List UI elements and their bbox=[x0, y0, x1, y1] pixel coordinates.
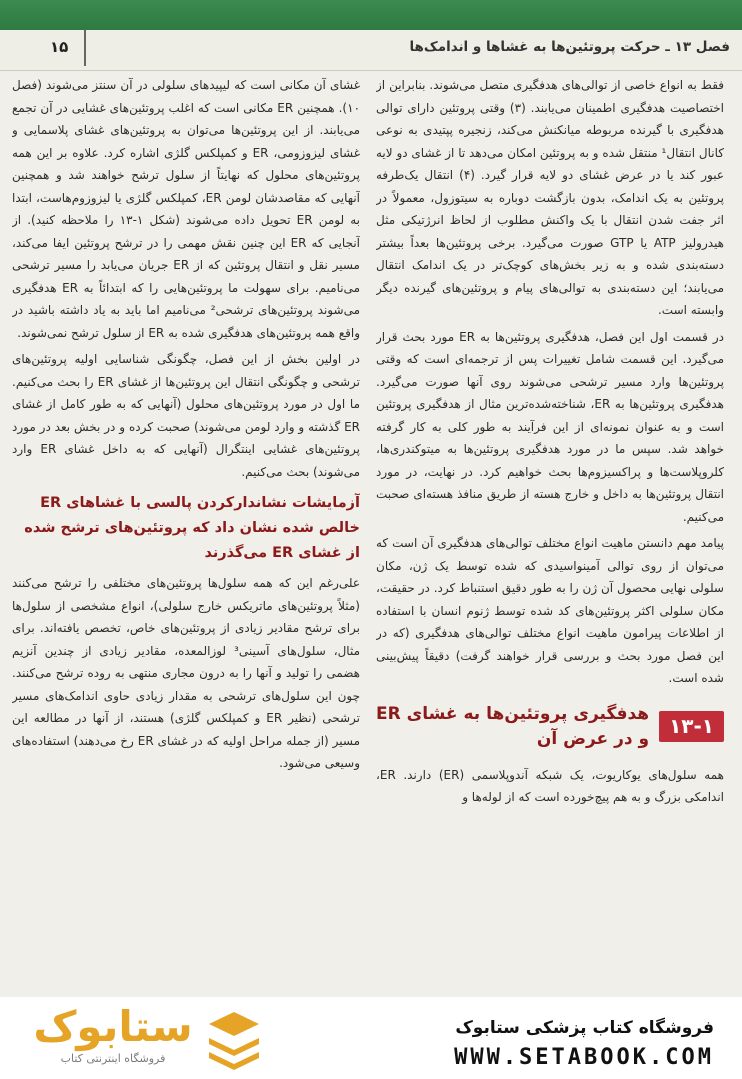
left-column bbox=[12, 74, 360, 974]
section-number-badge: ۱۳-۱ bbox=[659, 711, 724, 742]
header-bottom-rule bbox=[0, 70, 742, 71]
section-title: هدفگیری پروتئین‌ها به غشای ER و در عرض آن bbox=[376, 703, 650, 749]
right-paragraph-2: در قسمت اول این فصل، هدفگیری پروتئین‌ها به ER مورد بحث قرار می‌گیرد. این قسمت شامل تغییرات پس از ترجمه‌ای است که وقتی پروتئین‌ها وارد مسیر ترشحی می‌شوند روی آنها صورت می‌گیرد. هدفگیری پروتئین‌ها به ER، شناخته‌شده‌ترین مثال از هدفگیری پروتئین است و به عنوان نمونه‌ای از این فرآیند به طور کلی به کار گرفته خواهد شد. سپس ما در مورد هدفگیری پروتئین‌ها به میتوکندری‌ها، کلروپلاست‌ها و پراکسیزوم‌ها بحث خواهیم کرد. در نهایت، در مورد انتقال پروتئین‌ها به داخل و خارج هسته از طریق منافذ هسته‌ای صحبت می‌کنیم. bbox=[376, 329, 724, 524]
section-intro-paragraph: همه سلول‌های یوکاریوت، یک شبکه آندوپلاسمی (ER) دارند. ER، اندامکی بزرگ و به هم پیچ‌خورده است که از لوله‌ها و bbox=[376, 767, 724, 804]
top-color-strip bbox=[0, 0, 742, 30]
store-name: فروشگاه کتاب پزشکی ستابوک bbox=[455, 1018, 714, 1038]
left-paragraph-1: غشای آن مکانی است که لیپیدهای سلولی در آن سنتز می‌شوند (فصل ۱۰). همچنین ER مکانی است که اغلب پروتئین‌های غشایی در آن تجمع می‌یابند. از این پروتئین‌ها می‌توان به پروتئین‌های غشای پلاسمایی و غشای لیزوزومی، ER و کمپلکس گلژی اشاره کرد. علاوه بر این همه پروتئین‌های محلول که نهایتاً از سلول ترشح خواهند شد و همچنین آنهایی که مقاصدشان لومن ER، کمپلکس گلژی یا لیزوزوم‌هاست، ابتدا به لومن ER تحویل داده می‌شوند (شکل ۱-۱۳ را ملاحظه کنید). از آنجایی که ER این چنین نقش مهمی را در ترشح پروتئین ایفا می‌کند، مسیر نقل و انتقال پروتئین که از ER جریان می‌یابد را مسیر ترشحی می‌نامیم. برای سهولت ما پروتئین‌هایی را که ابتدائاً به ER هدفگیری می‌شوند پروتئین‌های ترشحی² می‌نامیم اما باید به یاد داشته باشید در واقع همه پروتئین‌های هدفگیری شده به ER از سلول ترشح نمی‌شوند. bbox=[12, 78, 360, 340]
page-number: ۱۵ bbox=[50, 38, 69, 56]
section-heading-box bbox=[376, 702, 724, 752]
header-divider bbox=[84, 30, 86, 66]
logo-wordmark: ستابوک bbox=[33, 1002, 193, 1051]
chapter-title: فصل ۱۳ ـ حرکت پروتئین‌ها به غشاها و اندامک‌ها bbox=[409, 39, 730, 55]
book-stack-logo-icon bbox=[205, 1010, 263, 1070]
right-paragraph-1: فقط به انواع خاصی از توالی‌های هدفگیری متصل می‌شوند. بنابراین از اختصاصیت هدفگیری اطمینان می‌یابند. (۳) وقتی پروتئین دارای توالی هدفگیری با گیرنده مربوطه میانکنش می‌کند، زنجیره پپتیدی به نوعی کانال انتقال¹ منتقل شده و به پروتئین امکان می‌دهد تا از غشای دو لایه عبور کند یا در عرض غشای دو لایه قرار گیرد. (۴) انتقال یک‌طرفه پروتئین به یک اندامک، بدون بازگشت دوباره به سیتوزول، معمولاً در اثر جفت شدن انتقال با یک واکنش مطلوب از لحاظ انرژتیکی مثل هیدرولیز ATP یا GTP صورت می‌گیرد. برخی پروتئین‌ها بعداً بیشتر دسته‌بندی شده و به زیر بخش‌های کوچک‌تر در یک اندامک انتقال می‌یابند؛ این دسته‌بندی به توالی‌های پیام و پروتئین‌های گیرنده دیگر وابسته است. bbox=[376, 78, 724, 317]
subsection-heading: آزمایشات نشاندارکردن پالسی با غشاهای ER خالص شده نشان داد که پروتئین‌های ترشح شده از غشای ER می‌گذرند bbox=[24, 495, 360, 561]
store-url-link[interactable]: WWW.SETABOOK.COM bbox=[454, 1045, 714, 1070]
right-paragraph-3: پیامد مهم دانستن ماهیت انواع مختلف توالی‌های هدفگیری آن است که می‌توان از روی توالی آمینواسیدی که شده توسط یک ژن، مکان سلولی نهایی محصول آن ژن را به طور دقیق استنباط کرد. در حقیقت، مکان سلولی اکثر پروتئین‌های کد شده توسط ژنوم انسان با استفاده از اطلاعات پیرامون ماهیت انواع مختلف توالی‌های هدفگیری (که در این فصل مورد بحث و بررسی قرار خواهند گرفت) دقیقاً پیش‌بینی شده است. bbox=[376, 536, 724, 685]
right-column bbox=[376, 74, 724, 1074]
logo-subtitle: فروشگاه اینترنتی کتاب bbox=[60, 1052, 166, 1065]
left-paragraph-3: علی‌رغم این که همه سلول‌ها پروتئین‌های مختلفی را ترشح می‌کنند (مثلاً پروتئین‌های ماتریکس خارج سلولی)، انواع مشخصی از سلول‌ها برای ترشح مقادیر زیادی از پروتئین‌های خاص، تخصص یافته‌اند. برای مثال، سلول‌های آسینی³ لوزالمعده، مقادیر زیادی از چندین آنزیم هضمی را تولید و آنها را به درون مجاری منتهی به روده ترشح می‌کنند. چون این سلول‌های ترشحی به مقدار زیادی حاوی اندامک‌های مسیر ترشحی (نظیر ER و کمپلکس گلژی) هستند، از آنها در مطالعه این مسیر (از جمله مراحل اولیه که در غشای ER رخ می‌دهند) استفاده‌های وسیعی می‌شود. bbox=[12, 576, 360, 770]
left-paragraph-2: در اولین بخش از این فصل، چگونگی شناسایی اولیه پروتئین‌های ترشحی و چگونگی انتقال این پروتئین‌ها از غشای ER را بحث می‌کنیم. ما اول در مورد پروتئین‌های محلول (آنهایی که به طور کامل از غشای ER گذشته و وارد لومن می‌شوند) صحبت کرده و در بخش بعد در مورد پروتئین‌های غشایی اینتگرال (آنهایی که به داخل غشای ER وارد می‌شوند) بحث می‌کنیم. bbox=[12, 352, 360, 479]
